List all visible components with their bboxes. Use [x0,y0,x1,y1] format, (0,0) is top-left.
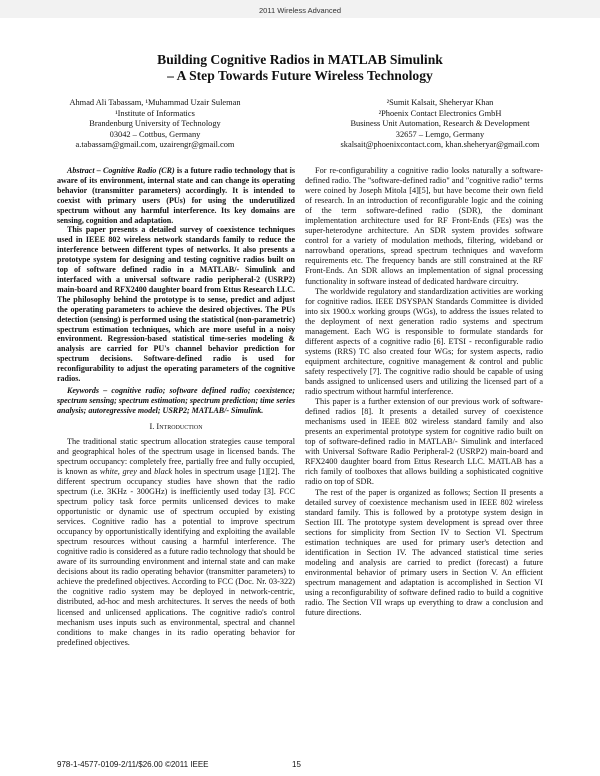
title-line-2: – A Step Towards Future Wireless Technology [167,68,433,83]
author-names: Ahmad Ali Tabassam, ¹Muhammad Uzair Suleman [69,98,241,107]
author-unit: Business Unit Automation, Research & Development [350,119,530,128]
author-affiliation: ¹Institute of Informatics [115,108,195,118]
term-grey: grey [122,466,137,476]
author-block-right [305,98,575,151]
title-line-1: Building Cognitive Radios in MATLAB Simulink [157,52,443,67]
keywords [57,386,295,416]
abstract-paragraph-2: This paper presents a detailed survey of coexistence techniques used in IEEE 802 wireless network standards family to reduce the interference between different types of networks. It also presents a prototype system for designing and testing cognitive radios built on top of software defined radio in a MATLAB/- Simulink and interfaced with a universal software radio peripheral-2 (USRP2) main-board and RFX2400 daughter board from Ettus Research LLC. The philosophy behind the prototype is to sense, predict and adjust the operating parameters to achieve the desired objectives. The PUs detection (sensing) is performed using the statistical (non-parametric) spectrum estimation techniques, which are more useful in a noisy environment. Regression-based statistical time-series modeling & analysis are carried for PU's channel behavior prediction for spectrum decisions. Software-defined radio is used for reconfigurability to adjust the operating parameters of the cognitive radios. [57,225,296,384]
term-white: white [99,466,118,476]
intro-paragraph [57,437,295,648]
intro-text: holes in spectrum usage [1][2]. The different spectrum occupancy studies have shown that the radio spectrum (i.e. 3KHz - 300GHz) is inefficiently used today [3]. FCC spectrum policy task force permits unlicensed devices to make opportunistic or dynamic use of spectrum occupied by existing services. Cognitive radio has a potential to improve spectrum occupancy by opportunistically identifying and exploiting the available spectrum resources without causing a harmful interference. The cognitive radio is considered as a future radio technology that should be aware of its surrounding environment and internal state and can make decisions about its radio operating behavior (transmitter parameters) to achieve the predefined objectives. According to FCC (Doc. Nr. 03-322) the cognitive radio system may be deployed in network-centric, distributed, ad-hoc and mesh architectures. It serves the needs of both licensed and unlicensed applications. The cognitive radio's control mechanism uses inputs such as environmental, spectral and channel conditions to make changes in its radio operating behavior for predefined objectives. [57,466,295,647]
left-column [57,166,295,648]
term-black: black [154,466,173,476]
abstract-paragraph [57,166,295,225]
author-email[interactable]: a.tabassam@gmail.com, uzairengr@gmail.com [75,140,235,149]
body-paragraph: This paper is a further extension of our previous work of software-defined radios [8]. It presents a detailed survey of coexistence mechanisms used in IEEE 802 wireless standard family and also presents an experimental prototype system for cognitive radio built on top of software-defined radio in MATLAB/- Simulink and interfaced with Universal Software Radio Peripheral-2 (USRP2) main-board and RFX2400 daughter board from Ettus Research LLC. MATLAB has a rich family of toolboxes that allows building a sophisticated cognitive radio on top of SDR. [305,397,543,487]
abstract-label: Abstract – [67,166,101,175]
paper-title [40,52,560,84]
footer-isbn: 978-1-4577-0109-2/11/$26.00 ©2011 IEEE [57,760,209,769]
body-paragraph: The worldwide regulatory and standardization activities are working for cognitive radios. IEEE DSYSPAN Standards Committee is divided into six 1900.x working groups (WGs), to address the issues related to the deployment of next generation radio systems and spectrum management. Each WG is responsible to formulate standards for different aspects of a cognitive radio [6]. ETSI - reconfigurable radio systems (RRS) TC also created four WGs; for system aspects, radio equipment architecture, cognitive management & control and public safety respectively [7]. The cognitive radio should be capable of using bands assigned to unlicensed users and utilizing the licensed part of a radio spectrum without harmful interference. [305,286,543,397]
section-heading: I. Introduction [149,421,203,431]
conference-header: 2011 Wireless Advanced [259,6,341,15]
keywords-label: Keywords – [67,385,108,395]
author-university: Brandenburg University of Technology [89,119,221,128]
author-address: 32657 – Lemgo, Germany [395,129,485,139]
body-paragraph: For re-configurability a cognitive radio looks naturally a software-defined radio. The "software-defined radio" and "cognitive radio" terms were coined by Joseph Mitola [4][5], but have become their own field of research. In an introduction of reconfigurable logic and the coining of the term software-defined radio (SDR), the dominant implementation architecture used for RF Front-Ends (FEs) was the super-heterodyne architecture. An SDR system provides software control for a variety of modulation methods, filtering, wideband or narrowband operations, spread spectrum techniques and waveform requirements etc. The frequency bands are still constrained at the RF Front-Ends. An SDR allows an implementation of signal processing functionality in software instead of dedicated hardware circuitry. [305,166,543,286]
author-email[interactable]: skalsait@phoenixcontact.com, khan.sheheryar@gmail.com [340,140,540,149]
author-affiliation: ²Phoenix Contact Electronics GmbH [378,108,502,118]
intro-text: and [136,466,155,476]
author-names: ²Sumit Kalsait, Sheheryar Khan [386,98,494,107]
abstract-text: is a future radio technology that is aware of its environment, internal state and can change its operating behavior (transmitter parameters) accordingly. It is intended to coexist with primary users (PUs) for using the underutilized spectrum without any harmful interference. Its key domains are sensing, cognition and adaptation. [57,166,295,225]
intro-text: , [117,466,123,476]
keywords-text: cognitive radio; software defined radio; coexistence; spectrum sensing; spectrum estimation; spectrum prediction; time series analysis; autoregressive model; USRP2; MATLAB/- Simulink. [57,385,296,415]
right-column [305,166,543,618]
abstract-term: Cognitive Radio (CR) [100,166,175,175]
author-block-left [30,98,280,151]
intro-text: The traditional static spectrum allocation strategies cause temporal and geographical holes of the spectrum usage in licensed bands. The spectrum occupancy: completely free, partially free and fully occupied, is known as [57,436,295,476]
page-number: 15 [292,760,301,769]
body-paragraph: The rest of the paper is organized as follows; Section II presents a detailed survey of coexistence mechanism used in IEEE 802 wireless standard family. This is followed by a prototype system design in Section III. The prototype system development is spread over three sections for simplicity from Section IV to Section VI. Spectrum estimation techniques are used for primary user's detection and identification in Section IV. The advanced statistical time series modeling and analysis are carried to predict (forecast) a future environmental behavior of primary users in Section V. An efficient spectrum management and adaptation is accomplished in Section VI using a reconfigurability of software defined radio to build a cognitive radio. The Section VII wraps up everything to draw a conclusion and future directions. [305,487,543,618]
author-address: 03042 – Cottbus, Germany [109,129,201,139]
